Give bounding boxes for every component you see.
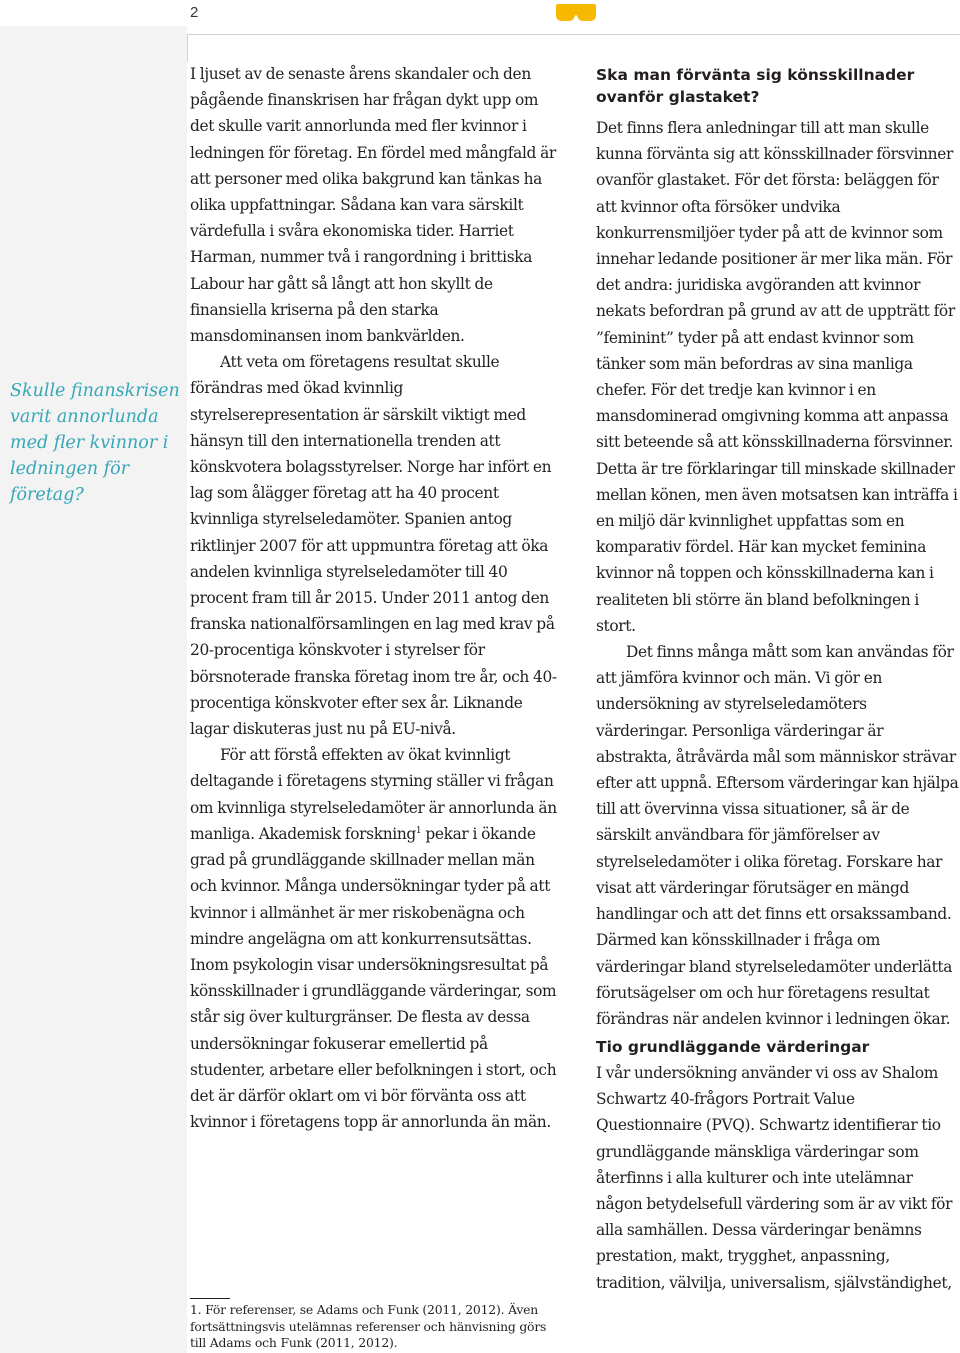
body-paragraph: Det finns flera anledningar till att man skulle kunna förvänta sig att könsskillnader försvinner ovanför glastaket. För det första: beläggen för att kvinnor ofta försöker undvika konkurrensmiljöer tyder på att de kvinnor som innehar ledande positioner är mer lika män. För det andra: juridiska avgöranden att kvinnor nekats befordran på grund av att de uppträtt för ”feminint” tyder på att endast kvinnor som tänker som män befordras av sina manliga chefer. För det tredje kan kvinnor i en mansdominerad omgivning komma att anpassa sitt beteende så att könsskillnaderna försvinner. Detta är tre förklaringar till minskade skillnader mellan könen, men även motsatsen kan inträffa i en miljö där kvinnlighet uppfattas som en komparativ fördel. Här kan mycket feminina kvinnor nå toppen och könsskillnaderna kan i realiteten bli större än bland befolkningen i stort. [596, 119, 958, 635]
footnote: 1. För referenser, se Adams och Funk (2011, 2012). Även fortsättningsvis utelämnas referenser och hänvisning görs till Adams och Funk (2011, 2012). [190, 1302, 547, 1350]
section-heading: Tio grundläggande värderingar [596, 1038, 870, 1056]
paragraph-text: För att förstå effekten av ökat kvinnligt deltagande i företagens styrning ställer vi frågan om kvinnliga styrelseledamöter är annorlunda än manliga. Akademisk forskning [190, 746, 557, 843]
pullquote: Skulle finanskrisen varit annorlunda med fler kvinnor i ledningen för företag? [10, 381, 180, 505]
body-paragraph [190, 742, 558, 1135]
right-column-continued [596, 1060, 960, 1296]
brand-logo-icon [555, 3, 597, 23]
left-column [190, 61, 558, 1135]
paragraph-text: pekar i ökande grad på grundläggande skillnader mellan män och kvinnor. Många undersökningar tyder på att kvinnor i allmänhet är mer riskobenägna och mindre angelägna om att konkurrensutsättas. Inom psykologin visar undersökningsresultat på könsskillnader i grundläggande värderingar, som står sig över kulturgränser. De flesta av dessa undersökningar fokuserar emellertid på studenter, arbetare eller befolkningen i stort, och det är därför oklart om vi bör förvänta oss att kvinnor i företagens topp är annorlunda än män. [190, 824, 557, 1132]
sidebar [0, 26, 187, 1353]
footnote-rule [190, 1298, 230, 1299]
body-paragraph: I ljuset av de senaste årens skandaler och den pågående finanskrisen har frågan dykt upp om det skulle varit annorlunda med fler kvinnor i ledningen för företag. En fördel med mångfald är att personer med olika bakgrund kan tänkas ha olika uppfattningar. Sådana kan vara särskilt värdefulla i svåra ekonomiska tider. Harriet Harman, nummer två i rangordning i brittiska Labour har gått så långt att hon skyllt de finansiella kriserna på den starka mansdominansen inom bankvärlden. [190, 65, 556, 346]
body-paragraph: I vår undersökning använder vi oss av Shalom Schwartz 40-frågors Portrait Value Questionnaire (PVQ). Schwartz identifierar tio grundläggande mänskliga värderingar som återfinns i alla kulturer och inte utelämnar någon betydelsefull värdering som är av vikt för alla samhällen. Dessa värderingar benämns prestation, makt, trygghet, anpassning, tradition, välvilja, universalism, självständighet, [596, 1064, 953, 1292]
right-column [596, 115, 960, 1032]
section-heading: Ska man förvänta sig könsskillnader ovanför glastaket? [596, 66, 915, 106]
column-divider [187, 34, 188, 62]
page-number: 2 [190, 4, 199, 21]
footnote-marker: 1 [415, 825, 422, 836]
body-paragraph: Det finns många mått som kan användas för att jämföra kvinnor och män. Vi gör en undersökning av styrelseledamöters värderingar. Personliga värderingar är abstrakta, åtråvärda mål som människor strävar efter att uppnå. Eftersom värderingar kan hjälpa till att övervinna vissa situationer, så är de särskilt användbara för jämförelser av styrelseledamöter i olika företag. Forskare har visat att värderingar förutsäger en mängd handlingar och att det finns ett orsakssamband. Därmed kan könsskillnader i fråga om värderingar bland styrelseledamöter underlätta förutsägelser om och hur företagens resultat förändras när andelen kvinnor i ledningen ökar. [596, 643, 959, 1028]
body-paragraph: Att veta om företagens resultat skulle förändras med ökad kvinnlig styrelserepresentation är särskilt viktigt med hänsyn till den internationella trenden att könskvotera bolagsstyrelser. Norge har infört en lag som ålägger företag att ha 40 procent kvinnliga styrelseledamöter. Spanien antog riktlinjer 2007 för att uppmuntra företag att öka andelen kvinnliga styrelseledamöter till 40 procent fram till år 2015. Under 2011 antog den franska nationalförsamlingen en lag med krav på 20-procentiga könskvoter i styrelser för börsnoterade franska företag inom tre år, och 40-procentiga könskvoter efter sex år. Liknande lagar diskuteras just nu på EU-nivå. [190, 353, 557, 739]
